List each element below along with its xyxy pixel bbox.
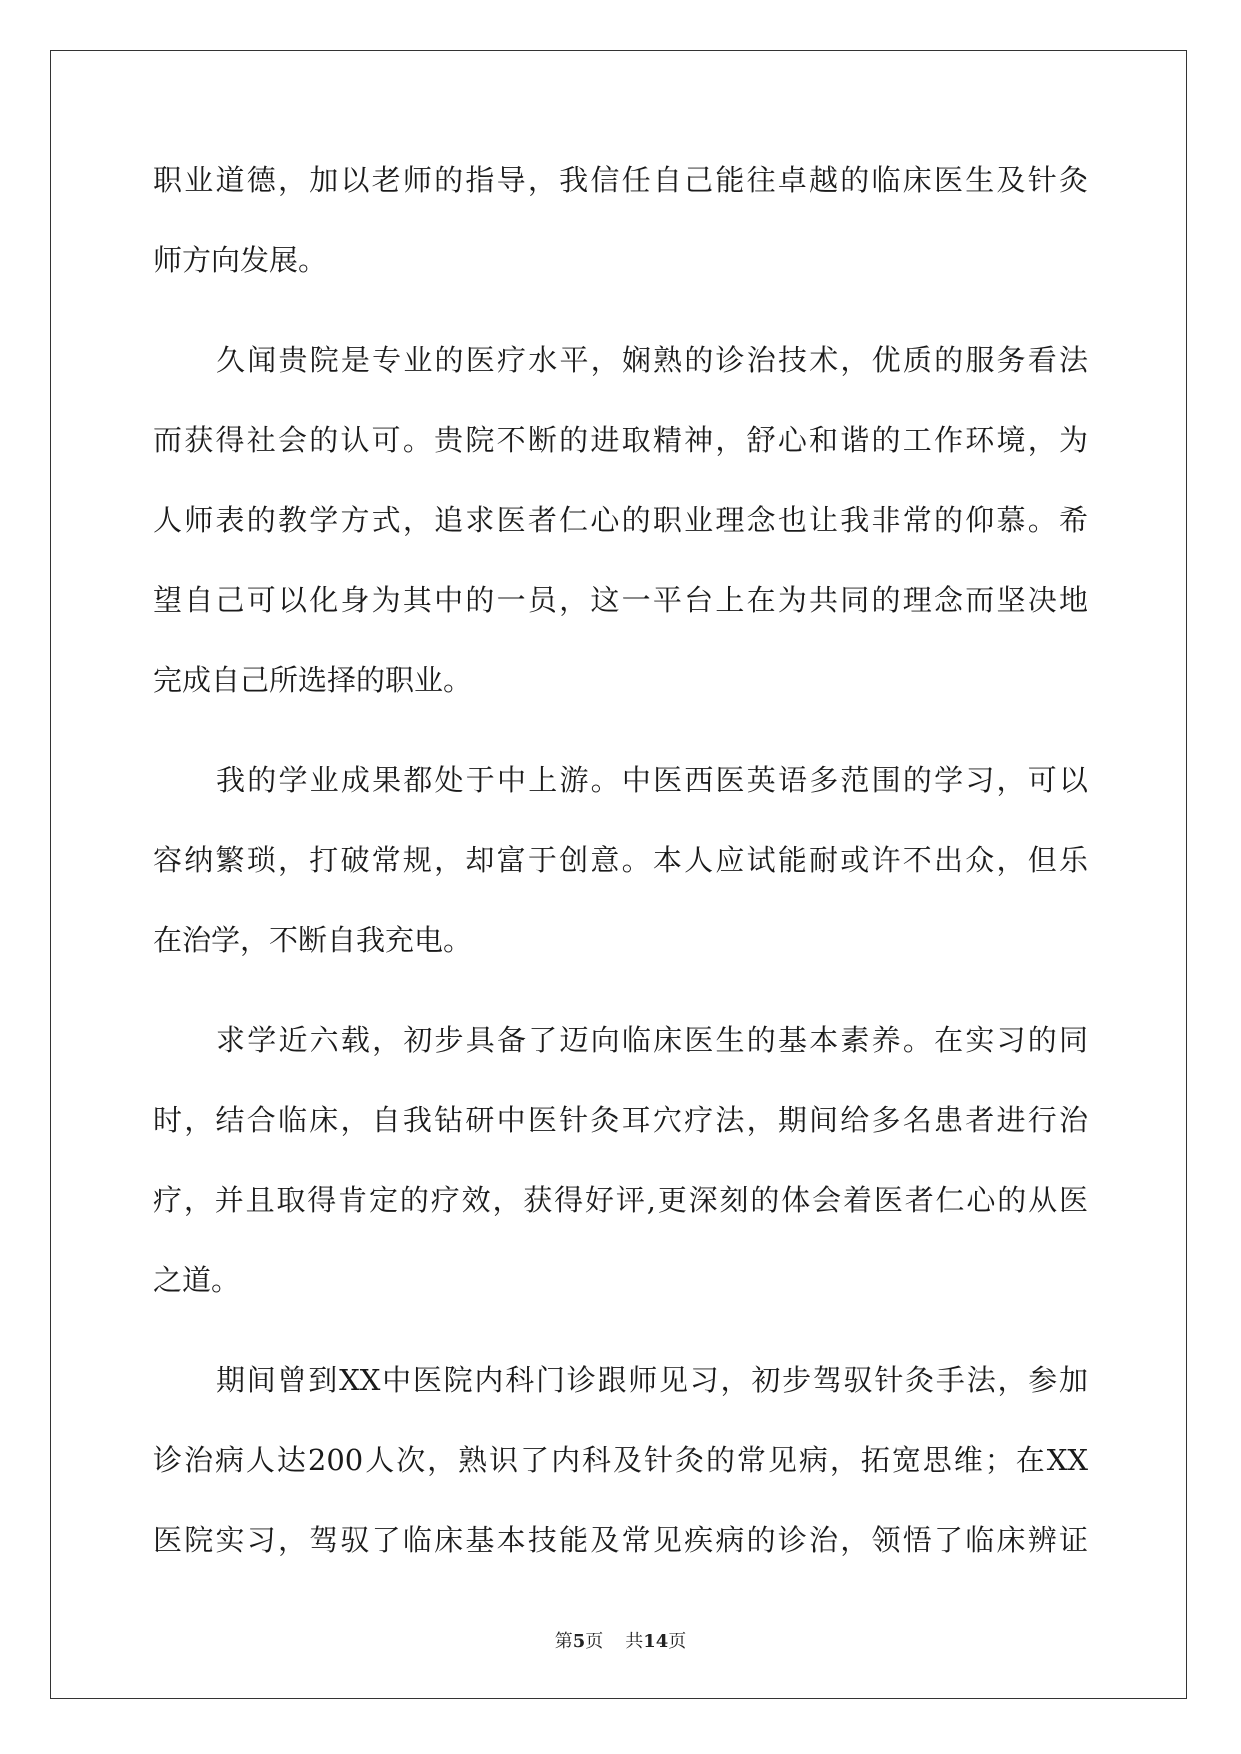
text-line: 时，结合临床，自我钻研中医针灸耳穴疗法，期间给多名患者进行治	[153, 1103, 1088, 1137]
text-line: 望自己可以化身为其中的一员，这一平台上在为共同的理念而坚决地	[153, 583, 1088, 617]
text-line: 医院实习，驾驭了临床基本技能及常见疾病的诊治，领悟了临床辨证	[153, 1523, 1088, 1557]
text-line: 师方向发展。	[153, 243, 328, 277]
paragraph-first-line: 求学近六载，初步具备了迈向临床医生的基本素养。在实习的同	[216, 1023, 1088, 1057]
text-line: 疗，并且取得肯定的疗效，获得好评,更深刻的体会着医者仁心的从医	[153, 1183, 1088, 1217]
text-line: 容纳繁琐，打破常规，却富于创意。本人应试能耐或许不出众，但乐	[153, 843, 1088, 877]
text-line: 人师表的教学方式，追求医者仁心的职业理念也让我非常的仰慕。希	[153, 503, 1088, 537]
text-line: 之道。	[153, 1263, 241, 1297]
text-line: 职业道德，加以老师的指导，我信任自己能往卓越的临床医生及针灸	[153, 163, 1088, 197]
text-line: 完成自己所选择的职业。	[153, 663, 473, 697]
total-prefix: 共	[625, 1631, 644, 1652]
page-number: 5	[572, 1631, 586, 1652]
page-footer	[0, 1630, 1241, 1654]
text-line: 在治学，不断自我充电。	[153, 923, 473, 957]
total-suffix: 页	[668, 1631, 687, 1652]
text-line: 诊治病人达200人次，熟识了内科及针灸的常见病，拓宽思维；在XX	[153, 1443, 1088, 1477]
total-pages: 14	[643, 1631, 669, 1652]
text-line: 而获得社会的认可。贵院不断的进取精神，舒心和谐的工作环境，为	[153, 423, 1088, 457]
page-suffix: 页	[585, 1631, 604, 1652]
paragraph-first-line: 我的学业成果都处于中上游。中医西医英语多范围的学习，可以	[216, 763, 1088, 797]
paragraph-first-line: 久闻贵院是专业的医疗水平，娴熟的诊治技术，优质的服务看法	[216, 343, 1088, 377]
page-prefix: 第	[554, 1631, 573, 1652]
paragraph-first-line: 期间曾到XX中医院内科门诊跟师见习，初步驾驭针灸手法，参加	[216, 1363, 1088, 1397]
